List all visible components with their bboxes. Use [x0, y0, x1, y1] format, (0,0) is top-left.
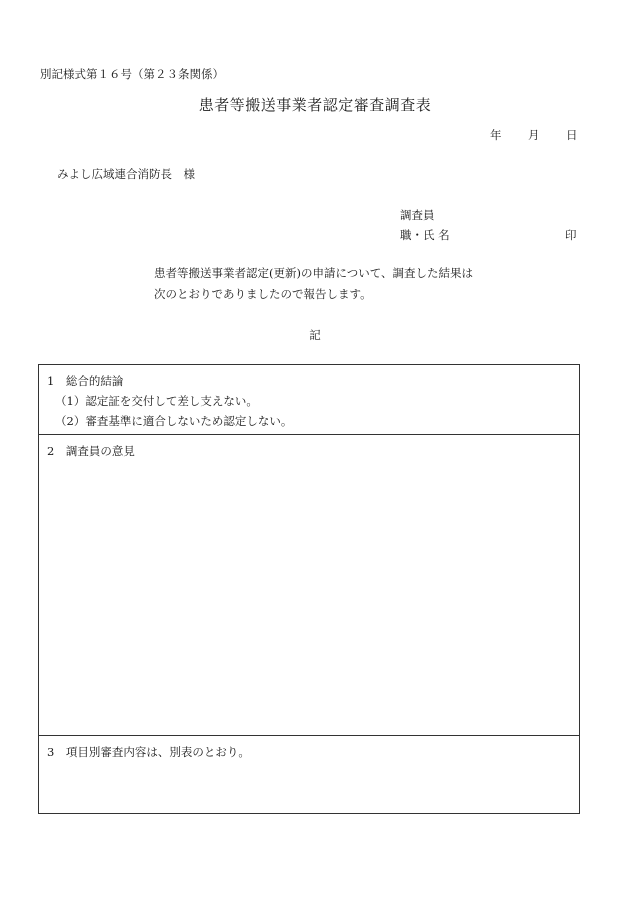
- body-text-line-1: 患者等搬送事業者認定(更新)の申請について、調査した結果は: [154, 266, 474, 280]
- section-heading: 2 調査員の意見: [47, 444, 135, 458]
- date-day-label: 日: [566, 128, 578, 142]
- conclusion-option-approve: （1）認定証を交付して差し支えない。: [55, 394, 258, 408]
- date-year-label: 年: [490, 128, 502, 142]
- section-heading: 1 総合的結論: [47, 374, 124, 388]
- conclusion-option-reject: （2）審査基準に適合しないため認定しない。: [55, 414, 293, 428]
- section-examiner-opinion: [39, 435, 579, 736]
- date-line: [490, 127, 578, 143]
- recipient: みよし広域連合消防長 様: [57, 167, 195, 181]
- examiner-name-label: 職・氏 名: [400, 228, 450, 242]
- date-month-label: 月: [528, 128, 540, 142]
- section-heading: 3 項目別審査内容は、別表のとおり。: [47, 745, 250, 759]
- examiner-label: 調査員: [400, 208, 435, 222]
- report-table: [38, 364, 580, 814]
- section-overall-conclusion: [39, 365, 579, 435]
- document-title: 患者等搬送事業者認定審査調査表: [198, 96, 432, 114]
- form-code: 別記様式第１６号（第２３条関係）: [40, 67, 224, 81]
- ki-marker: 記: [309, 328, 321, 342]
- seal-label: 印: [565, 228, 577, 242]
- body-text-line-2: 次のとおりでありましたので報告します。: [154, 287, 372, 301]
- section-item-review: [39, 736, 579, 813]
